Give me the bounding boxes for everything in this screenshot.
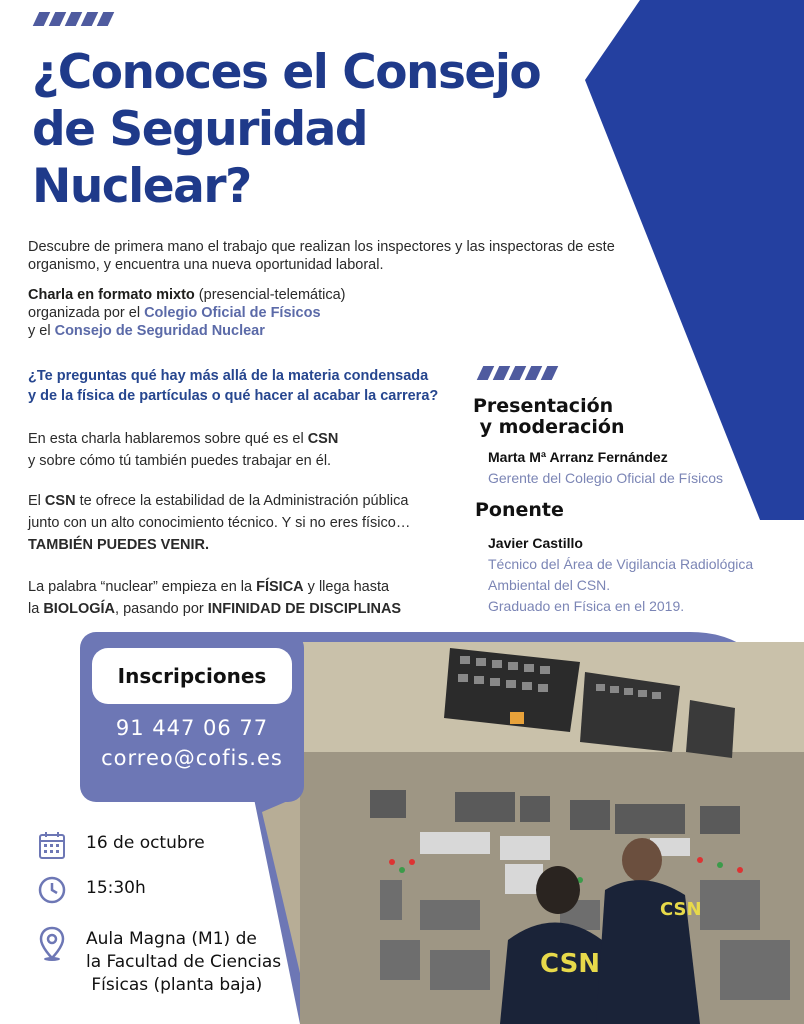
location-pin-icon — [38, 926, 66, 962]
p2-c: te ofrece la estabilidad de la Administración pública — [75, 493, 409, 509]
speaker-role-1: Técnico del Área de Vigilancia Radiológica — [488, 556, 754, 572]
speaker-role — [488, 554, 798, 617]
p1-a: En esta charla hablaremos sobre qué es el — [28, 431, 308, 447]
decor-stripes-right — [480, 366, 555, 380]
event-time: 15:30h — [86, 878, 146, 898]
org-colegio: Colegio Oficial de Físicos — [144, 305, 321, 321]
ponente-heading: Ponente — [475, 499, 564, 521]
clock-icon — [38, 876, 66, 904]
presenter-role: Gerente del Colegio Oficial de Físicos — [488, 470, 723, 486]
p3-e: BIOLOGÍA — [43, 601, 116, 617]
paragraph-3 — [28, 576, 468, 620]
intro-text: Descubre de primera mano el trabajo que realizan los inspectores y las inspectoras de este organismo, y encuentra una nueva oportunidad laboral. — [28, 239, 615, 273]
p1-b: CSN — [307, 431, 339, 447]
p3-d: la — [28, 601, 44, 617]
p1-c: y sobre cómo tú también puedes trabajar en él. — [28, 453, 332, 469]
paragraph-2 — [28, 490, 468, 556]
presentacion-heading-1: Presentación — [473, 395, 614, 417]
email-address[interactable]: correo@cofis.es — [101, 746, 283, 770]
p2-e: TAMBIÉN PUEDES VENIR. — [28, 537, 210, 553]
question-line-1: ¿Te preguntas qué hay más allá de la materia condensada — [28, 368, 429, 384]
org-prefix: organizada por el — [28, 305, 145, 321]
svg-text:CSN: CSN — [540, 949, 601, 979]
svg-text:CSN: CSN — [660, 899, 702, 920]
presenter-name: Marta Mª Arranz Fernández — [488, 449, 668, 465]
event-place — [86, 928, 281, 997]
speaker-role-3: Graduado en Física en el 2019. — [488, 598, 685, 614]
speaker-name: Javier Castillo — [488, 535, 583, 551]
p3-g: INFINIDAD DE DISCIPLINAS — [207, 601, 402, 617]
place-line-2: la Facultad de Ciencias — [86, 952, 282, 972]
place-line-3: Físicas (planta baja) — [86, 975, 263, 995]
page-title: ¿Conoces el Consejo de Seguridad Nuclear? — [32, 45, 541, 214]
paragraph-1 — [28, 428, 468, 472]
calendar-icon — [38, 830, 66, 860]
presentacion-heading-2: y moderación — [473, 416, 625, 438]
decor-stripes-top — [36, 12, 111, 26]
p2-d: junto con un alto conocimiento técnico. Y si no eres físico… — [28, 515, 411, 531]
p3-b: FÍSICA — [256, 579, 304, 595]
org-mid: y el — [28, 323, 55, 339]
org-csn: Consejo de Seguridad Nuclear — [54, 323, 265, 339]
p3-c: y llega hasta — [303, 579, 390, 595]
format-block — [28, 286, 468, 340]
place-line-1: Aula Magna (M1) de — [86, 929, 257, 949]
format-bold: Charla en formato mixto — [28, 287, 195, 303]
p2-b: CSN — [44, 493, 76, 509]
phone-number[interactable]: 91 447 06 77 — [115, 716, 269, 740]
registration-button[interactable]: Inscripciones — [92, 648, 292, 704]
speaker-role-2: Ambiental del CSN. — [488, 577, 611, 593]
p2-a: El — [28, 493, 45, 509]
question-text — [28, 366, 468, 406]
question-line-2: y de la física de partículas o qué hacer al acabar la carrera? — [28, 388, 439, 404]
format-rest: (presencial-telemática) — [194, 287, 346, 303]
p3-a: La palabra “nuclear” empieza en la — [28, 579, 257, 595]
event-date: 16 de octubre — [86, 833, 205, 853]
control-room-photo — [262, 642, 804, 1024]
presentacion-heading — [473, 396, 625, 438]
p3-f: , pasando por — [115, 601, 208, 617]
